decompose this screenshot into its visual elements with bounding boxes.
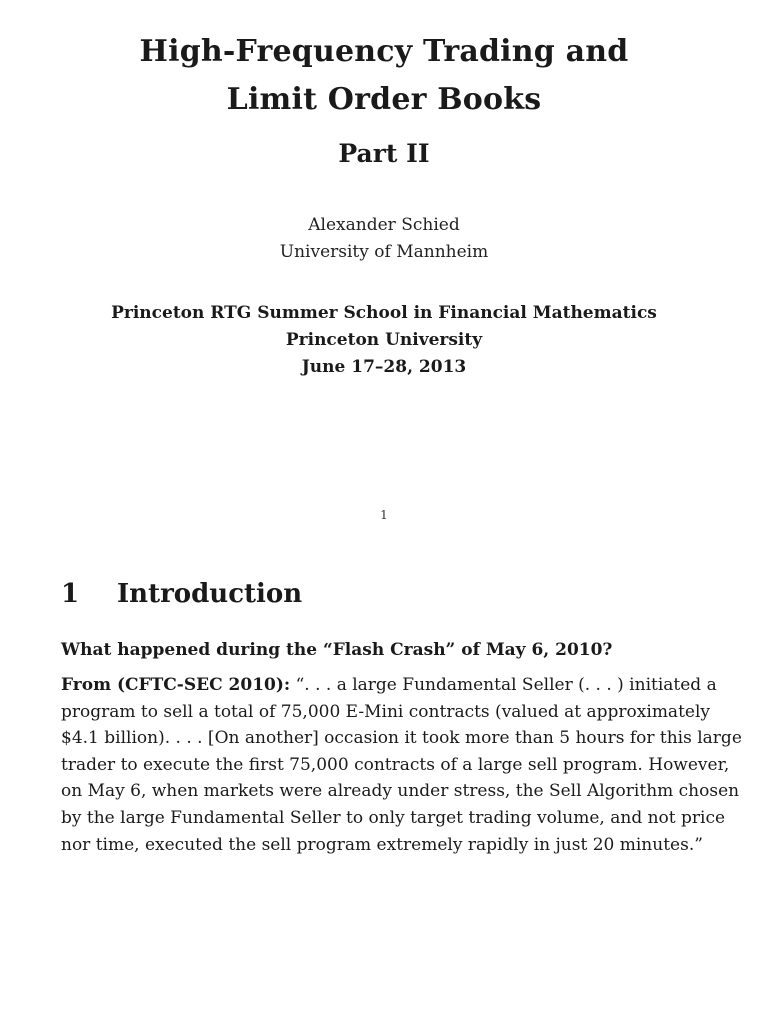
paragraph-line: by the large Fundamental Seller to only target trading volume, and not price (61, 807, 726, 828)
event-name: Princeton RTG Summer School in Financial Mathematics (111, 303, 657, 323)
quote-paragraph (61, 672, 742, 858)
paragraph-line-text: “. . . a large Fundamental Seller (. . . ) initiated a (290, 675, 717, 695)
author-name: Alexander Schied (308, 215, 460, 235)
event-dates: June 17–28, 2013 (301, 357, 467, 377)
paragraph-line: program to sell a total of 75,000 E-Mini contracts (valued at approximately (61, 701, 711, 722)
author-affiliation: University of Mannheim (279, 242, 489, 262)
question-heading: What happened during the “Flash Crash” of May 6, 2010? (61, 640, 613, 660)
paragraph-line: nor time, executed the sell program extremely rapidly in just 20 minutes.” (61, 834, 703, 855)
paragraph-line: $4.1 billion). . . . [On another] occasion it took more than 5 hours for this large (61, 728, 742, 749)
author-block (0, 212, 768, 266)
page-number: 1 (380, 508, 388, 522)
document-title (0, 28, 768, 124)
title-line-2: Limit Order Books (226, 82, 542, 117)
paragraph-line (61, 672, 717, 699)
event-block (0, 300, 768, 381)
section-heading (61, 574, 302, 614)
paragraph-lead: From (CFTC-SEC 2010): (61, 675, 291, 695)
event-venue: Princeton University (285, 330, 483, 350)
section-number: 1 (61, 579, 80, 609)
title-line-1: High-Frequency Trading and (139, 34, 629, 69)
paragraph-line: on May 6, when markets were already under stress, the Sell Algorithm chosen (61, 781, 740, 802)
section-title: Introduction (117, 579, 303, 609)
part-label: Part II (338, 139, 430, 168)
paragraph-line: trader to execute the first 75,000 contracts of a large sell program. However, (61, 754, 730, 775)
